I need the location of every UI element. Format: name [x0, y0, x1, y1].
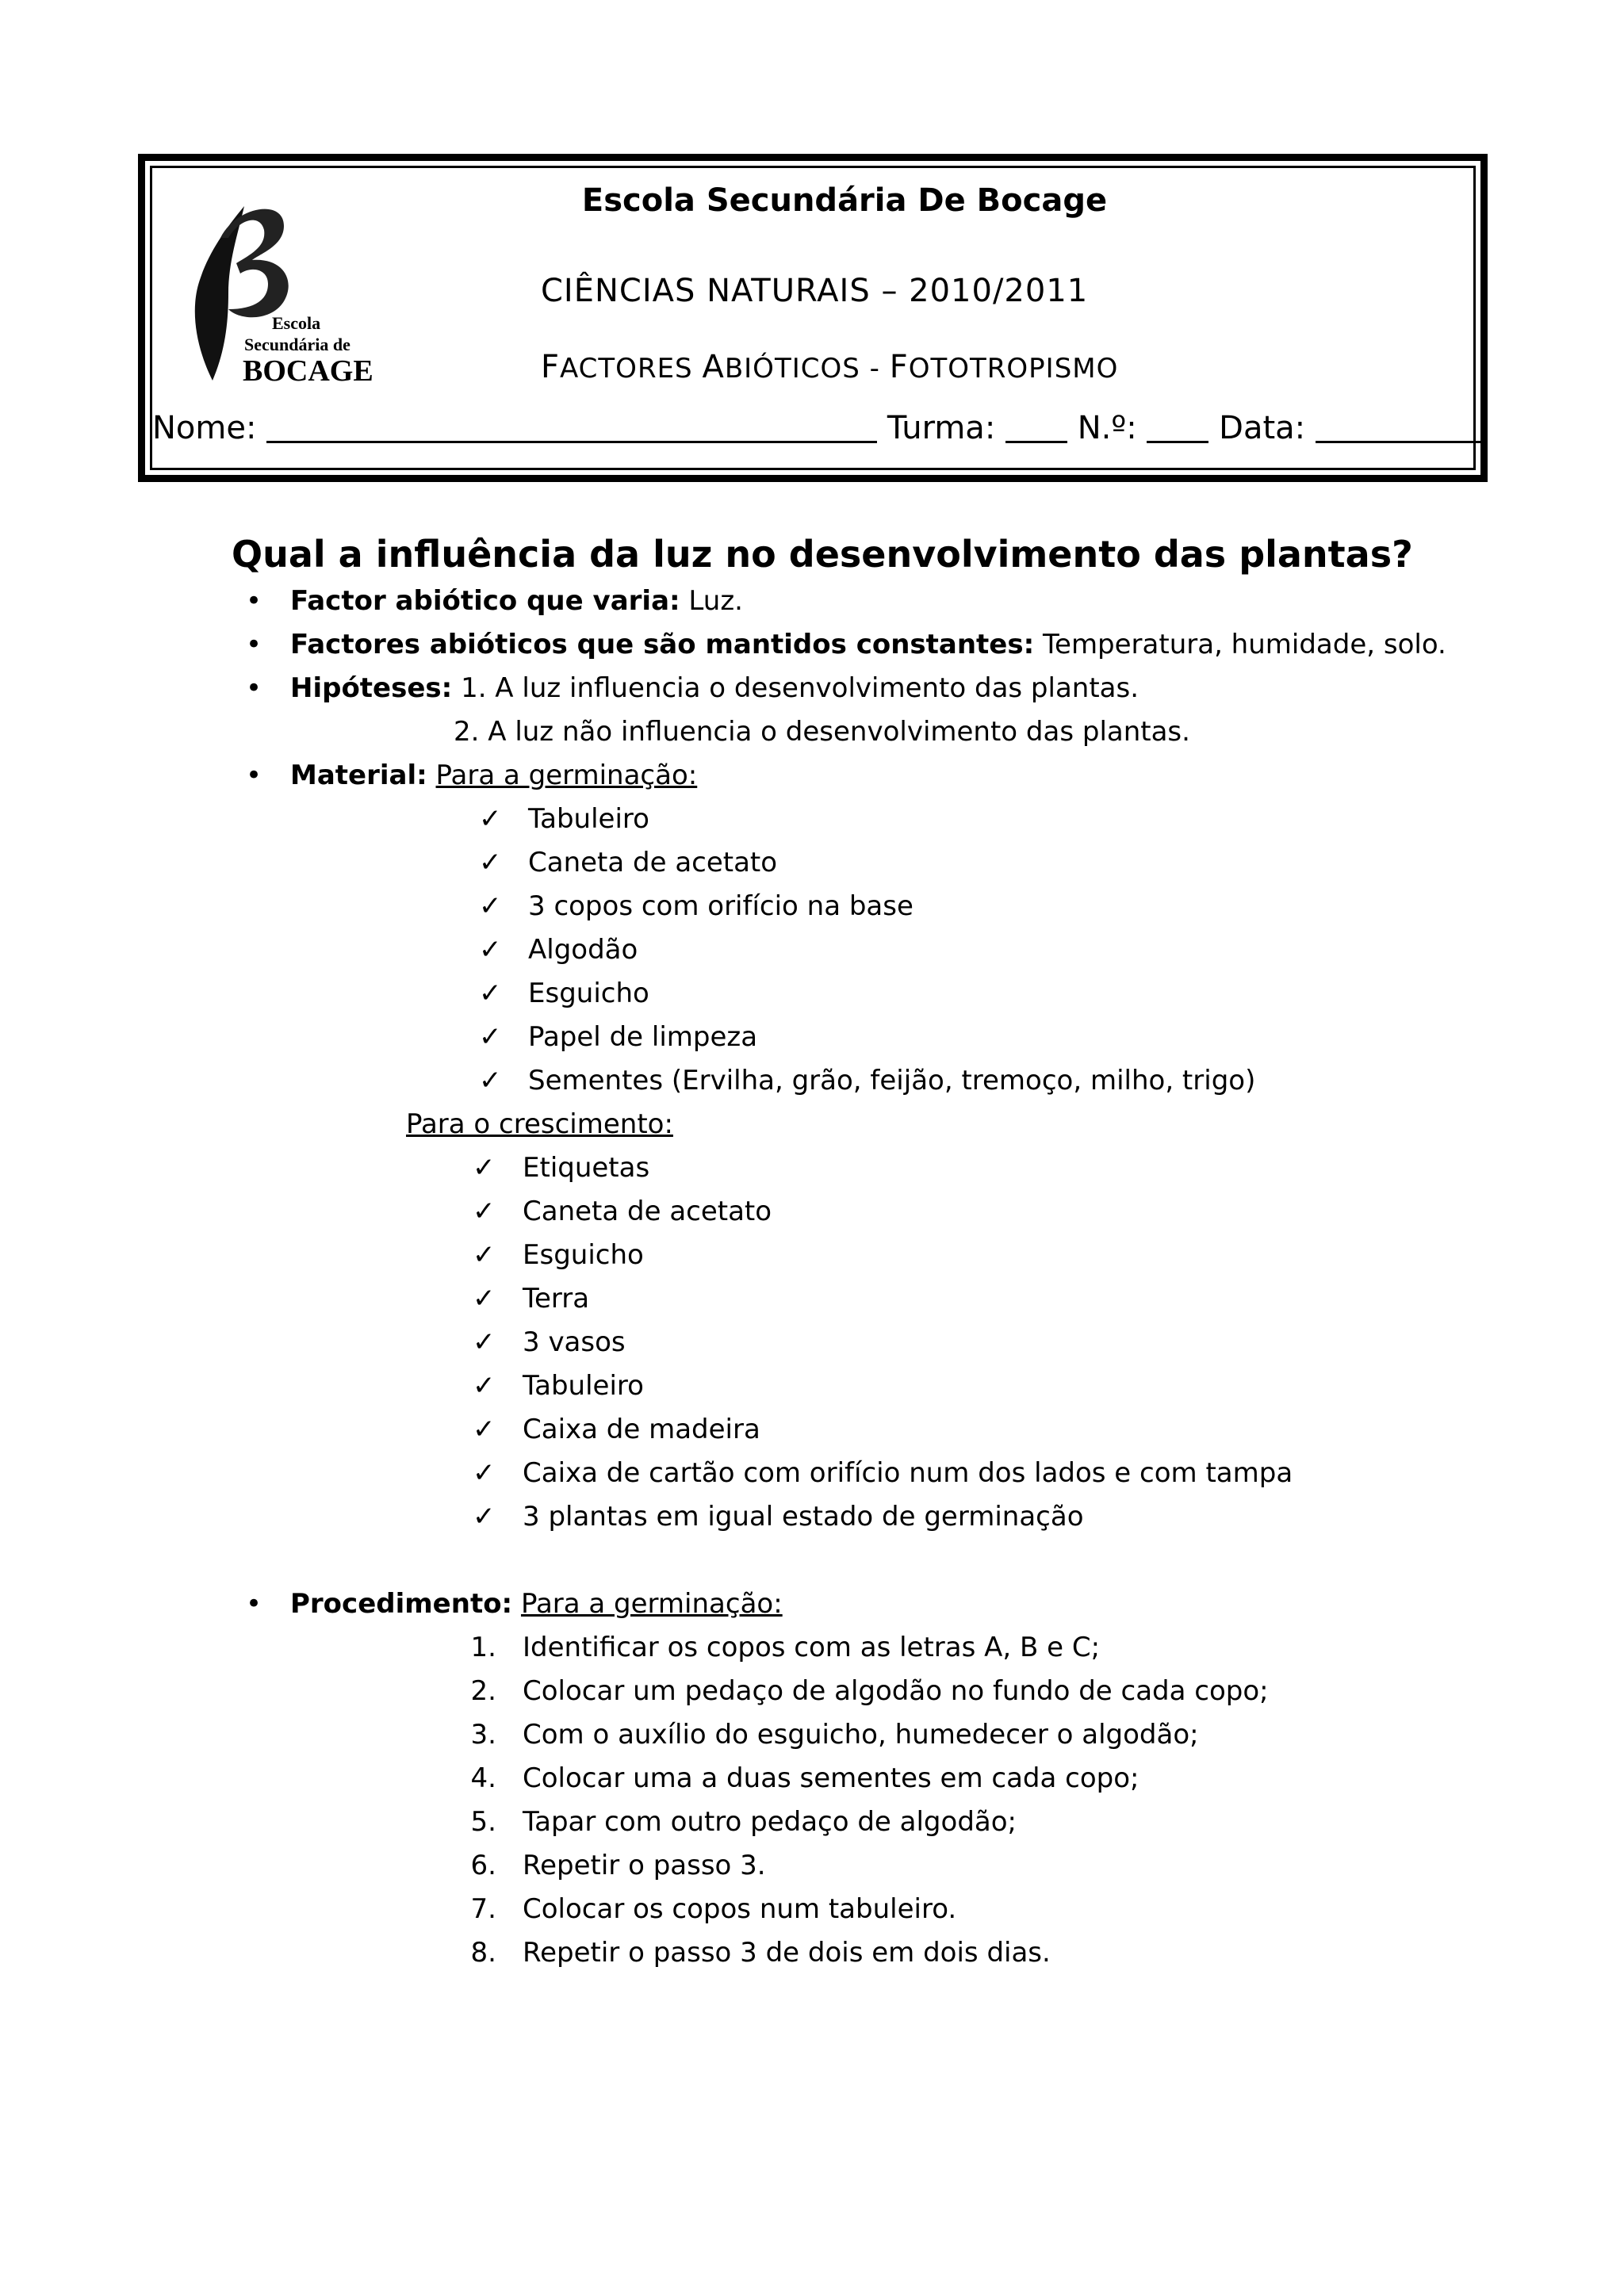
step-number: 4.	[470, 1762, 496, 1794]
checkmark-icon: ✓	[473, 1326, 496, 1358]
material-label: Material:	[290, 760, 427, 791]
checkmark-icon: ✓	[479, 978, 502, 1009]
logo-text-line3: BOCAGE	[243, 354, 373, 388]
checkmark-icon: ✓	[473, 1196, 496, 1227]
factor-varia-label: Factor abiótico que varia:	[290, 585, 680, 617]
list-item: Tabuleiro	[523, 1370, 644, 1402]
school-name: Escola Secundária De Bocage	[581, 182, 1108, 219]
list-item: Caixa de cartão com orifício num dos lados e com tampa	[523, 1457, 1293, 1489]
date-field[interactable]	[1316, 409, 1480, 443]
list-item: Algodão	[528, 934, 638, 966]
checkmark-icon: ✓	[479, 1021, 502, 1053]
topic-rest-2: BIÓTICOS -	[724, 353, 890, 385]
factor-varia-row	[290, 585, 743, 617]
step-text: Repetir o passo 3.	[523, 1850, 766, 1881]
topic-rest-1: ACTORES	[560, 353, 703, 385]
topic-initial-3: F	[889, 349, 909, 385]
topic-initial-1: F	[541, 349, 561, 385]
step-text: Tapar com outro pedaço de algodão;	[523, 1806, 1017, 1838]
step-number: 1.	[470, 1632, 496, 1663]
material-crescimento-label	[406, 1108, 673, 1140]
number-label: N.º:	[1077, 410, 1137, 446]
factores-constantes-label: Factores abióticos que são mantidos constantes:	[290, 629, 1035, 660]
step-number: 2.	[470, 1675, 496, 1707]
bullet-icon	[246, 1588, 262, 1620]
checkmark-icon: ✓	[479, 803, 502, 835]
step-text: Colocar os copos num tabuleiro.	[523, 1893, 957, 1925]
list-item: Tabuleiro	[528, 803, 649, 835]
step-number: 3.	[470, 1719, 496, 1751]
list-item: Etiquetas	[523, 1152, 650, 1184]
hipotese-2: 2. A luz não influencia o desenvolvimento das plantas.	[454, 716, 1190, 748]
step-text: Identificar os copos com as letras A, B e C;	[523, 1632, 1101, 1663]
list-item: Esguicho	[528, 978, 649, 1009]
material-crescimento-label-text: Para o crescimento:	[406, 1108, 673, 1140]
material-germinacao-label: Para a germinação:	[435, 760, 698, 791]
bullet-icon	[246, 629, 262, 660]
number-field[interactable]	[1147, 409, 1208, 443]
checkmark-icon: ✓	[473, 1370, 496, 1402]
topic-rest-3: OTOTROPISMO	[908, 353, 1119, 385]
list-item: 3 copos com orifício na base	[528, 890, 914, 922]
date-label: Data:	[1219, 410, 1306, 446]
list-item: Sementes (Ervilha, grão, feijão, tremoço, milho, trigo)	[528, 1065, 1256, 1096]
checkmark-icon: ✓	[473, 1414, 496, 1445]
bullet-icon	[246, 585, 262, 617]
class-field[interactable]	[1005, 409, 1067, 443]
topic-initial-2: A	[702, 349, 725, 385]
topic-title	[541, 349, 1118, 385]
step-text: Colocar uma a duas sementes em cada copo;	[523, 1762, 1139, 1794]
bullet-icon	[246, 760, 262, 791]
name-field[interactable]	[266, 409, 877, 443]
procedimento-label: Procedimento:	[290, 1588, 513, 1620]
material-row	[290, 760, 697, 791]
hipoteses-row	[290, 672, 1139, 704]
list-item: Caixa de madeira	[523, 1414, 760, 1445]
header-box	[138, 154, 1488, 482]
step-number: 6.	[470, 1850, 496, 1881]
list-item: Papel de limpeza	[528, 1021, 758, 1053]
header-inner-border	[150, 166, 1476, 470]
checkmark-icon: ✓	[479, 934, 502, 966]
step-text: Colocar um pedaço de algodão no fundo de cada copo;	[523, 1675, 1269, 1707]
hipotese-1: 1. A luz influencia o desenvolvimento das plantas.	[461, 672, 1139, 704]
step-text: Repetir o passo 3 de dois em dois dias.	[523, 1937, 1051, 1969]
checkmark-icon: ✓	[473, 1501, 496, 1533]
factor-varia-value: Luz.	[688, 585, 743, 617]
subject-title: CIÊNCIAS NATURAIS – 2010/2011	[541, 273, 1089, 309]
logo-text-line1: Escola	[272, 313, 321, 333]
checkmark-icon: ✓	[473, 1283, 496, 1314]
checkmark-icon: ✓	[473, 1457, 496, 1489]
step-number: 7.	[470, 1893, 496, 1925]
bullet-icon	[246, 672, 262, 704]
step-number: 8.	[470, 1937, 496, 1969]
procedimento-germinacao-label: Para a germinação:	[520, 1588, 783, 1620]
procedimento-row	[290, 1588, 783, 1620]
school-logo	[165, 190, 403, 388]
step-text: Com o auxílio do esguicho, humedecer o algodão;	[523, 1719, 1199, 1751]
checkmark-icon: ✓	[479, 890, 502, 922]
checkmark-icon: ✓	[473, 1239, 496, 1271]
name-label: Nome:	[152, 410, 257, 446]
list-item: Esguicho	[523, 1239, 644, 1271]
checkmark-icon: ✓	[479, 847, 502, 878]
checkmark-icon: ✓	[473, 1152, 496, 1184]
hipoteses-label: Hipóteses:	[290, 672, 453, 704]
logo-feather-icon	[195, 206, 244, 381]
list-item: 3 plantas em igual estado de germinação	[523, 1501, 1084, 1533]
step-number: 5.	[470, 1806, 496, 1838]
checkmark-icon: ✓	[479, 1065, 502, 1096]
logo-text-line2: Secundária de	[244, 335, 350, 354]
list-item: Caneta de acetato	[528, 847, 778, 878]
factores-constantes-value: Temperatura, humidade, solo.	[1043, 629, 1446, 660]
list-item: Terra	[523, 1283, 590, 1314]
list-item: Caneta de acetato	[523, 1196, 772, 1227]
page-title: Qual a influência da luz no desenvolvimento das plantas?	[232, 533, 1413, 576]
class-label: Turma:	[887, 410, 996, 446]
list-item: 3 vasos	[523, 1326, 626, 1358]
student-fields	[152, 409, 1473, 446]
factores-constantes-row	[290, 629, 1446, 660]
